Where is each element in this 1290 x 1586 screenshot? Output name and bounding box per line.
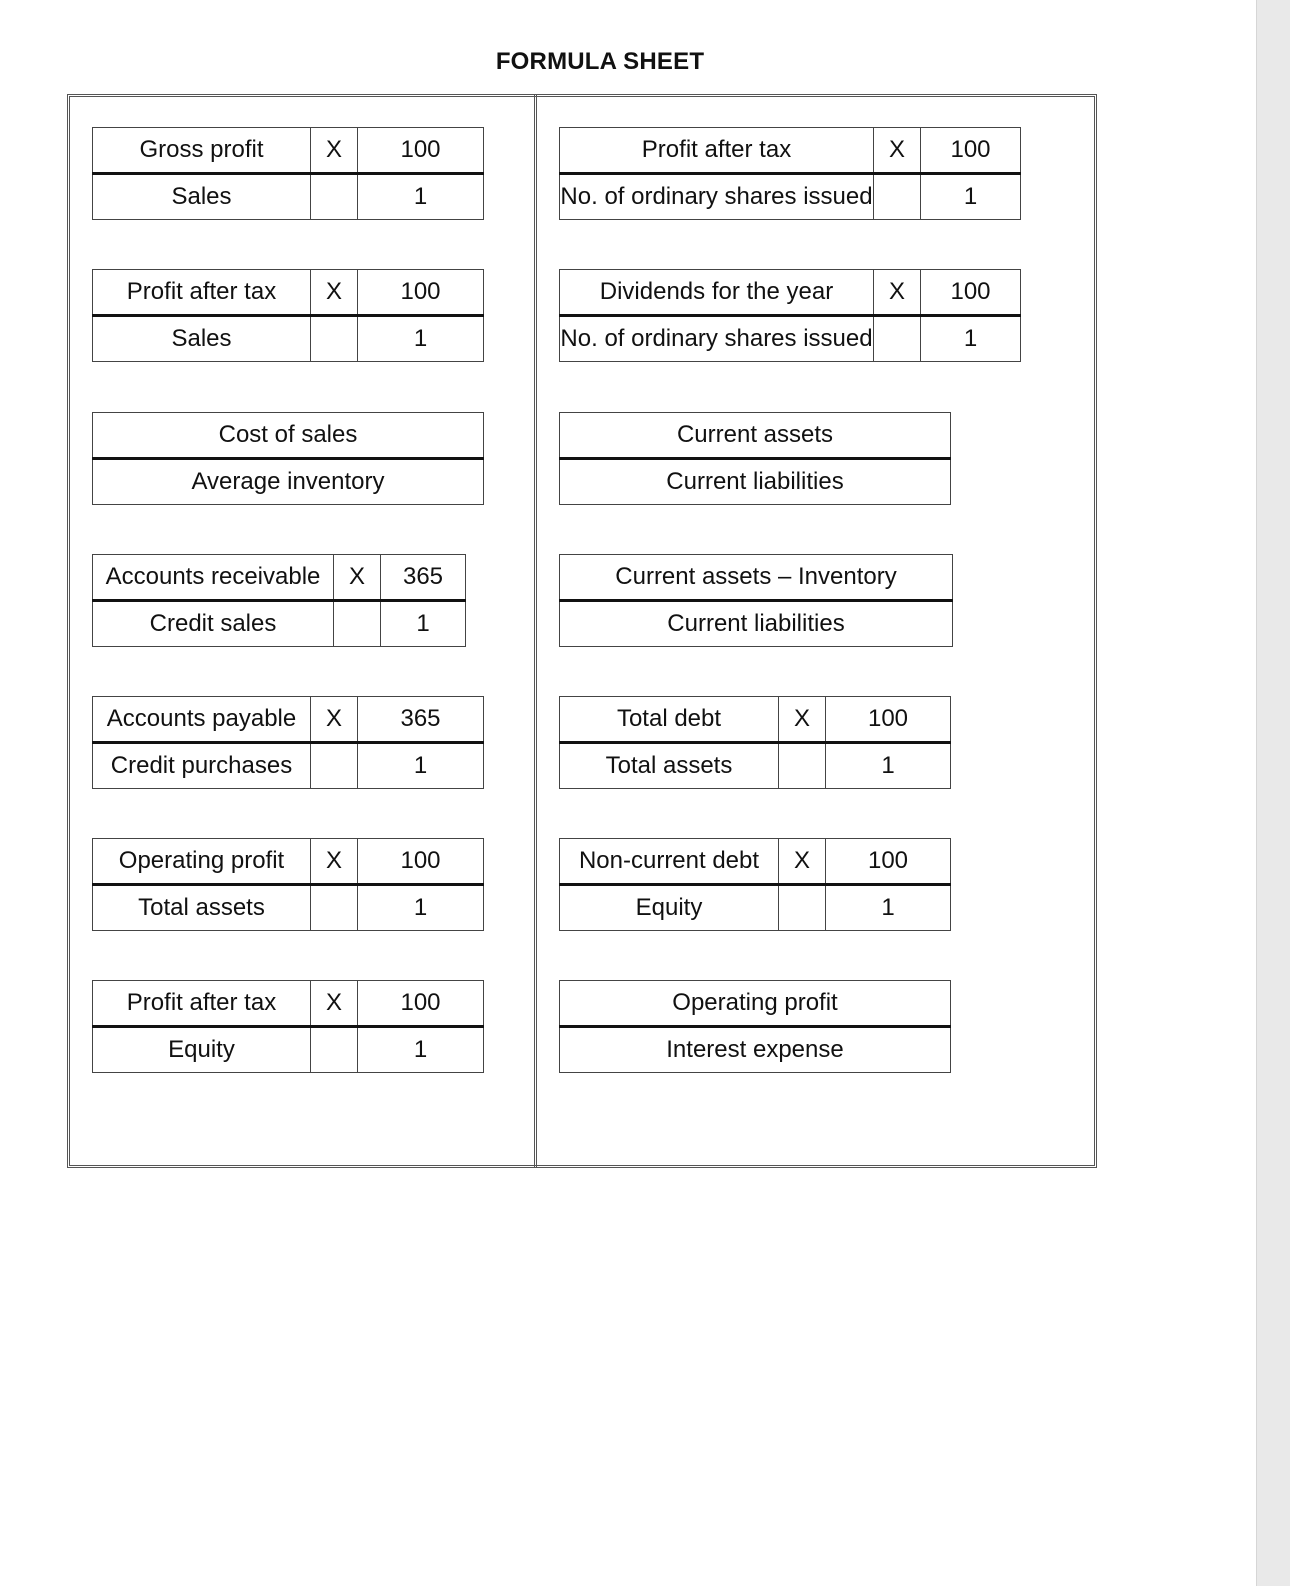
times-sign: X [311,981,358,1027]
empty-cell [311,743,358,789]
formula-debt-equity-ratio [559,838,951,931]
empty-cell [334,601,381,647]
formula-debt-ratio [559,696,951,789]
multiplier-denominator: 1 [921,174,1021,220]
formula-gross-profit-margin [92,127,484,220]
numerator: Gross profit [93,128,311,174]
numerator: Current assets [560,413,951,459]
times-sign: X [874,270,921,316]
multiplier-numerator: 100 [358,128,484,174]
empty-cell [779,743,826,789]
denominator: No. of ordinary shares issued [560,174,874,220]
times-sign: X [779,697,826,743]
times-sign: X [311,697,358,743]
formula-interest-cover [559,980,951,1073]
denominator: No. of ordinary shares issued [560,316,874,362]
multiplier-denominator: 1 [358,1027,484,1073]
multiplier-numerator: 365 [381,555,466,601]
numerator: Operating profit [93,839,311,885]
page-title: FORMULA SHEET [495,48,705,75]
formula-inventory-turnover [92,412,484,505]
denominator: Current liabilities [560,459,951,505]
multiplier-numerator: 100 [921,128,1021,174]
numerator: Profit after tax [93,270,311,316]
column-divider [534,94,537,1168]
denominator: Total assets [560,743,779,789]
numerator: Profit after tax [93,981,311,1027]
denominator: Credit purchases [93,743,311,789]
times-sign: X [311,128,358,174]
denominator: Average inventory [93,459,484,505]
empty-cell [311,1027,358,1073]
numerator: Total debt [560,697,779,743]
multiplier-numerator: 365 [358,697,484,743]
multiplier-numerator: 100 [358,839,484,885]
multiplier-denominator: 1 [826,885,951,931]
numerator: Profit after tax [560,128,874,174]
numerator: Cost of sales [93,413,484,459]
multiplier-numerator: 100 [358,981,484,1027]
times-sign: X [311,270,358,316]
empty-cell [874,316,921,362]
multiplier-numerator: 100 [358,270,484,316]
numerator: Dividends for the year [560,270,874,316]
times-sign: X [311,839,358,885]
denominator: Total assets [93,885,311,931]
empty-cell [311,885,358,931]
times-sign: X [779,839,826,885]
multiplier-denominator: 1 [358,174,484,220]
numerator: Operating profit [560,981,951,1027]
empty-cell [874,174,921,220]
denominator: Equity [93,1027,311,1073]
numerator: Accounts receivable [93,555,334,601]
formula-net-profit-margin [92,269,484,362]
multiplier-denominator: 1 [381,601,466,647]
multiplier-numerator: 100 [826,697,951,743]
times-sign: X [334,555,381,601]
empty-cell [311,174,358,220]
formula-current-ratio [559,412,951,505]
denominator: Equity [560,885,779,931]
denominator: Sales [93,174,311,220]
multiplier-denominator: 1 [921,316,1021,362]
multiplier-denominator: 1 [358,316,484,362]
multiplier-numerator: 100 [921,270,1021,316]
times-sign: X [874,128,921,174]
formula-debtors-collection-period [92,554,466,647]
scrollbar-track[interactable] [1256,0,1290,1586]
denominator: Credit sales [93,601,334,647]
multiplier-numerator: 100 [826,839,951,885]
denominator: Interest expense [560,1027,951,1073]
formula-return-on-equity [92,980,484,1073]
numerator: Accounts payable [93,697,311,743]
multiplier-denominator: 1 [826,743,951,789]
multiplier-denominator: 1 [358,885,484,931]
formula-creditors-payment-period [92,696,484,789]
formula-dividends-per-share [559,269,1021,362]
denominator: Current liabilities [560,601,953,647]
numerator: Current assets – Inventory [560,555,953,601]
empty-cell [779,885,826,931]
empty-cell [311,316,358,362]
multiplier-denominator: 1 [358,743,484,789]
denominator: Sales [93,316,311,362]
formula-acid-test-ratio [559,554,953,647]
formula-earnings-per-share [559,127,1021,220]
formula-return-on-assets [92,838,484,931]
numerator: Non-current debt [560,839,779,885]
